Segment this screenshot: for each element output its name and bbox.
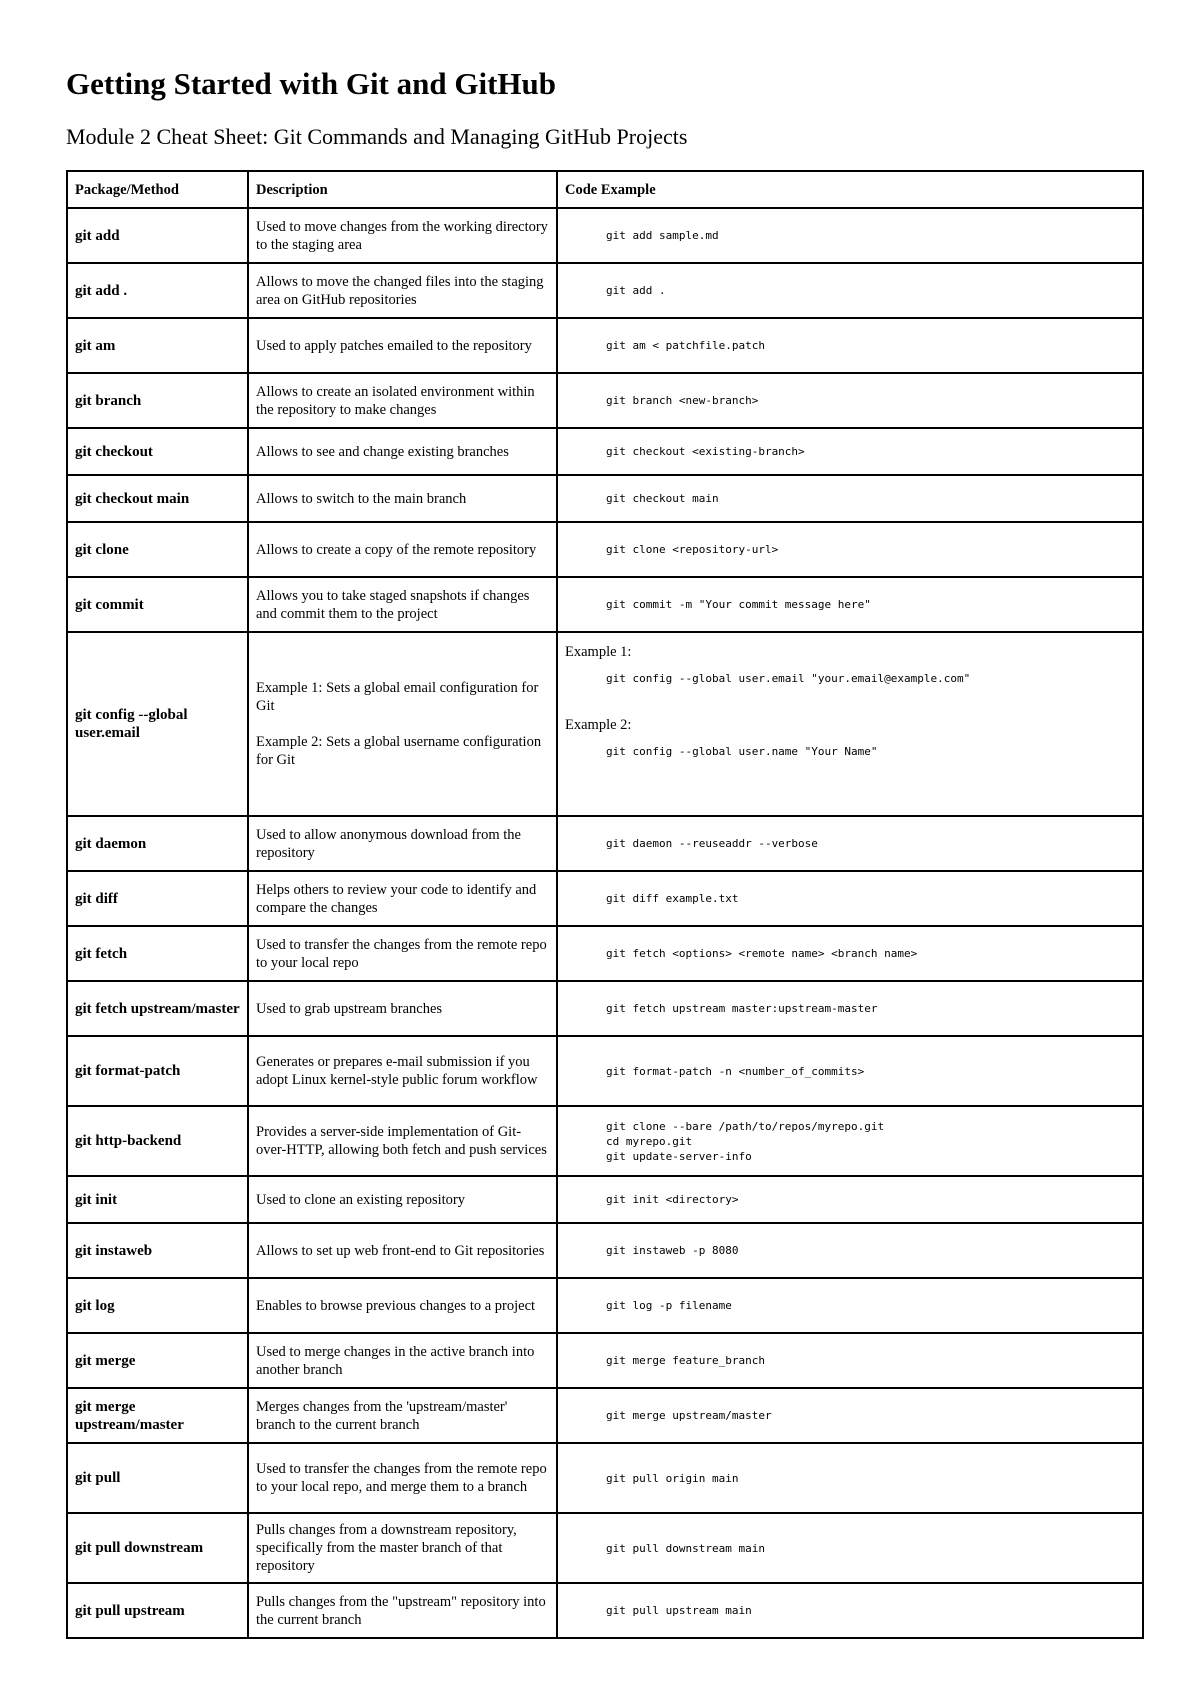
description-cell: Allows to create an isolated environment within the repository to make changes: [248, 373, 557, 428]
method-cell: git add .: [67, 263, 248, 318]
method-cell: git branch: [67, 373, 248, 428]
code-example: git daemon --reuseaddr --verbose: [606, 837, 818, 850]
description-cell: Used to allow anonymous download from the repository: [248, 816, 557, 871]
code-example: git instaweb -p 8080: [606, 1244, 739, 1257]
code-cell: [557, 577, 1143, 632]
code-example: git merge upstream/master: [606, 1409, 772, 1422]
description-cell: Allows to move the changed files into the staging area on GitHub repositories: [248, 263, 557, 318]
table-row: [67, 428, 1143, 475]
description-cell: Used to transfer the changes from the remote repo to your local repo, and merge them to a branch: [248, 1443, 557, 1513]
table-row: [67, 1583, 1143, 1638]
method-cell: git add: [67, 208, 248, 263]
code-cell: [557, 522, 1143, 577]
description-cell: Allows to see and change existing branches: [248, 428, 557, 475]
code-cell: [557, 475, 1143, 522]
method-cell: git commit: [67, 577, 248, 632]
table-row: [67, 208, 1143, 263]
example-2-code: git config --global user.name "Your Name": [606, 745, 878, 758]
method-cell: git diff: [67, 871, 248, 926]
method-cell: git http-backend: [67, 1106, 248, 1176]
table-row: [67, 981, 1143, 1036]
description-example-1: Example 1: Sets a global email configuration for Git: [256, 680, 539, 714]
description-cell: Provides a server-side implementation of Git-over-HTTP, allowing both fetch and push services: [248, 1106, 557, 1176]
table-row: [67, 373, 1143, 428]
code-example: git diff example.txt: [606, 892, 739, 905]
header-package-method: Package/Method: [67, 171, 248, 208]
method-cell: git checkout: [67, 428, 248, 475]
method-cell: git pull: [67, 1443, 248, 1513]
code-example: git checkout <existing-branch>: [606, 445, 805, 458]
code-example: git branch <new-branch>: [606, 394, 759, 407]
code-example: git format-patch -n <number_of_commits>: [606, 1064, 865, 1078]
method-cell: git init: [67, 1176, 248, 1223]
table-row: [67, 632, 1143, 816]
code-cell: [557, 1036, 1143, 1106]
description-cell: Used to grab upstream branches: [248, 981, 557, 1036]
code-cell: [557, 428, 1143, 475]
table-row: [67, 1036, 1143, 1106]
code-example: git pull origin main: [606, 1471, 739, 1485]
description-cell: Pulls changes from a downstream repository, specifically from the master branch of that repository: [248, 1513, 557, 1583]
code-cell: [557, 373, 1143, 428]
code-example: git log -p filename: [606, 1299, 732, 1312]
code-cell: [557, 981, 1143, 1036]
description-example-2: Example 2: Sets a global username configuration for Git: [256, 734, 542, 768]
code-example: git commit -m "Your commit message here": [606, 598, 871, 611]
code-cell: [557, 1223, 1143, 1278]
code-cell: [557, 926, 1143, 981]
description-cell: [248, 632, 557, 816]
code-cell: [557, 871, 1143, 926]
header-description: Description: [248, 171, 557, 208]
method-cell: git fetch: [67, 926, 248, 981]
page-subtitle: Module 2 Cheat Sheet: Git Commands and Managing GitHub Projects: [66, 124, 688, 149]
table-row: [67, 1333, 1143, 1388]
code-cell: [557, 1106, 1143, 1176]
example-1-label: Example 1:: [565, 644, 632, 660]
code-cell: [557, 1513, 1143, 1583]
method-cell: git daemon: [67, 816, 248, 871]
commands-table: [66, 170, 1144, 1639]
code-cell: [557, 1333, 1143, 1388]
method-cell: git pull downstream: [67, 1513, 248, 1583]
code-example: git merge feature_branch: [606, 1354, 765, 1367]
description-cell: Enables to browse previous changes to a project: [248, 1278, 557, 1333]
table-row: [67, 318, 1143, 373]
code-cell: [557, 208, 1143, 263]
description-cell: Used to transfer the changes from the remote repo to your local repo: [248, 926, 557, 981]
description-cell: Used to merge changes in the active branch into another branch: [248, 1333, 557, 1388]
code-example: git am < patchfile.patch: [606, 339, 765, 352]
table-row: [67, 1176, 1143, 1223]
code-cell: [557, 1388, 1143, 1443]
table-row: [67, 1443, 1143, 1513]
table-row: [67, 816, 1143, 871]
code-cell: [557, 1176, 1143, 1223]
code-cell: [557, 263, 1143, 318]
code-cell: [557, 816, 1143, 871]
code-example: git clone <repository-url>: [606, 543, 779, 556]
description-cell: Allows to create a copy of the remote repository: [248, 522, 557, 577]
method-cell: git pull upstream: [67, 1583, 248, 1638]
method-cell: git am: [67, 318, 248, 373]
code-example: git fetch <options> <remote name> <branch name>: [606, 947, 918, 960]
method-cell: git log: [67, 1278, 248, 1333]
cheat-sheet-page: [66, 62, 1142, 1639]
method-cell: git fetch upstream/master: [67, 981, 248, 1036]
code-cell: [557, 1278, 1143, 1333]
method-cell: git format-patch: [67, 1036, 248, 1106]
table-row: [67, 1388, 1143, 1443]
table-row: [67, 475, 1143, 522]
description-cell: Used to clone an existing repository: [248, 1176, 557, 1223]
description-cell: Helps others to review your code to identify and compare the changes: [248, 871, 557, 926]
description-cell: Pulls changes from the "upstream" repository into the current branch: [248, 1583, 557, 1638]
description-cell: Generates or prepares e-mail submission if you adopt Linux kernel-style public forum workflow: [248, 1036, 557, 1106]
code-example: git checkout main: [606, 492, 719, 505]
example-1-code: git config --global user.email "your.email@example.com": [606, 672, 971, 685]
description-cell: Used to apply patches emailed to the repository: [248, 318, 557, 373]
code-example: git clone --bare /path/to/repos/myrepo.git cd myrepo.git git update-server-info: [606, 1119, 885, 1163]
table-row: [67, 1223, 1143, 1278]
description-cell: Merges changes from the 'upstream/master' branch to the current branch: [248, 1388, 557, 1443]
description-cell: Allows to set up web front-end to Git repositories: [248, 1223, 557, 1278]
method-cell: git clone: [67, 522, 248, 577]
example-2-label: Example 2:: [565, 717, 632, 733]
method-cell: git config --global user.email: [67, 632, 248, 816]
code-example: git fetch upstream master:upstream-master: [606, 1002, 878, 1015]
code-example: git pull downstream main: [606, 1541, 765, 1555]
page-title: Getting Started with Git and GitHub: [66, 66, 557, 101]
code-cell: [557, 632, 1143, 816]
table-row: [67, 522, 1143, 577]
method-cell: git merge: [67, 1333, 248, 1388]
table-row: [67, 577, 1143, 632]
table-row: [67, 871, 1143, 926]
table-row: [67, 263, 1143, 318]
code-cell: [557, 1443, 1143, 1513]
code-cell: [557, 318, 1143, 373]
code-example: git init <directory>: [606, 1193, 739, 1206]
table-row: [67, 1513, 1143, 1583]
method-cell: git instaweb: [67, 1223, 248, 1278]
description-cell: Allows to switch to the main branch: [248, 475, 557, 522]
table-row: [67, 926, 1143, 981]
table-row: [67, 1106, 1143, 1176]
table-row: [67, 1278, 1143, 1333]
table-header-row: [67, 171, 1143, 208]
code-example: git add sample.md: [606, 229, 719, 242]
header-code-example: Code Example: [557, 171, 1143, 208]
description-cell: Used to move changes from the working directory to the staging area: [248, 208, 557, 263]
example-2-block: [565, 716, 1135, 759]
code-example: git pull upstream main: [606, 1604, 752, 1617]
code-cell: [557, 1583, 1143, 1638]
method-cell: git merge upstream/master: [67, 1388, 248, 1443]
code-example: git add .: [606, 284, 666, 297]
method-cell: git checkout main: [67, 475, 248, 522]
description-cell: Allows you to take staged snapshots if changes and commit them to the project: [248, 577, 557, 632]
example-1-block: [565, 643, 1135, 686]
